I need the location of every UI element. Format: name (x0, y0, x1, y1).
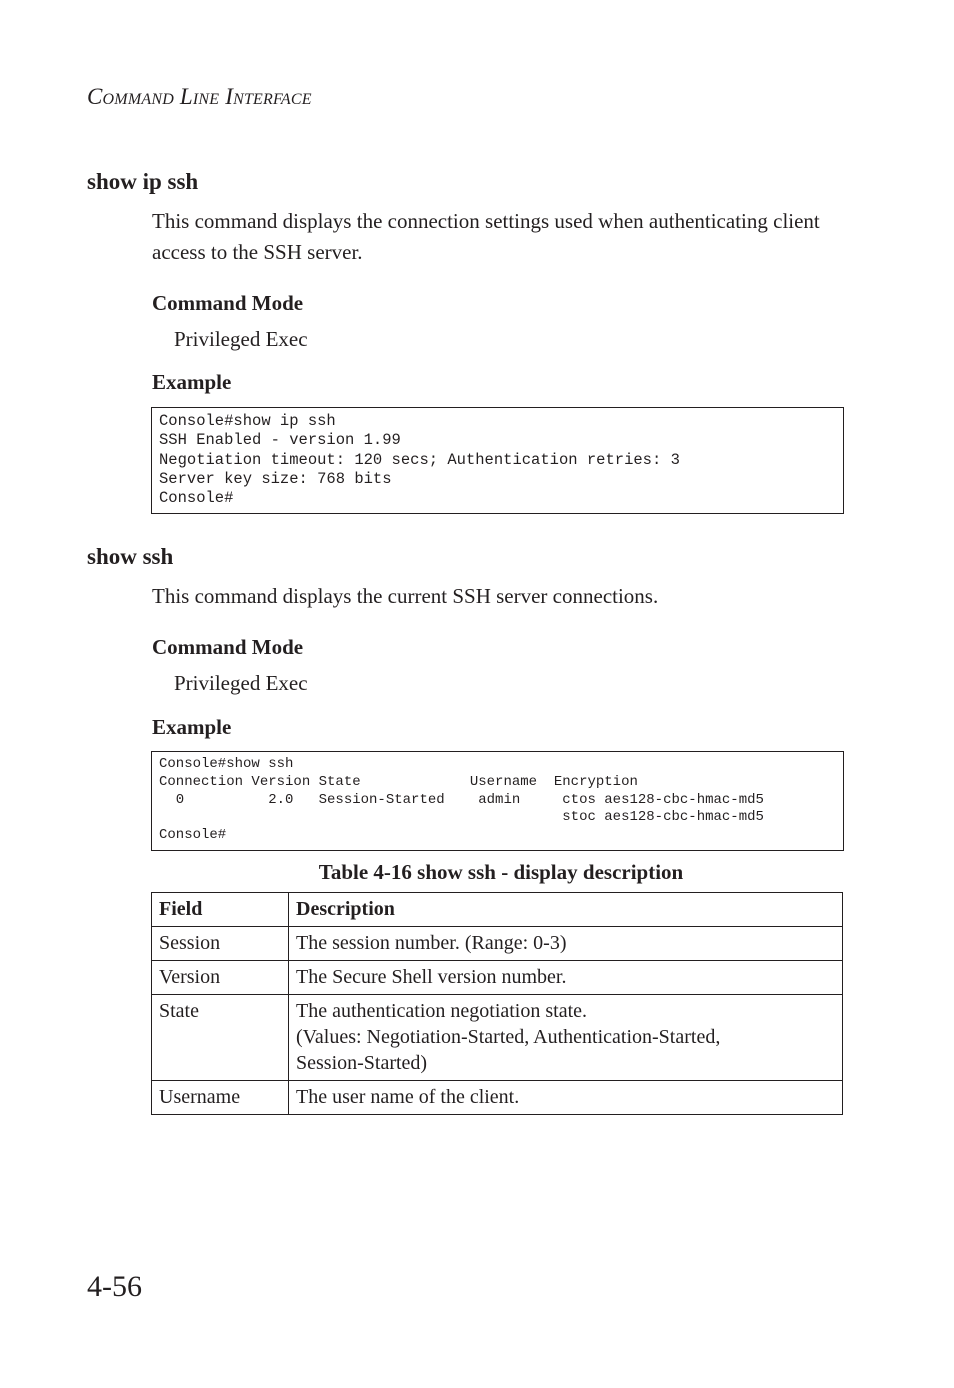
command-mode-heading: Command Mode (152, 635, 304, 659)
description-cell: The session number. (Range: 0-3) (289, 927, 843, 961)
code-example-box (151, 751, 844, 851)
code-example: Console#show ip ssh SSH Enabled - version 1.99 Negotiation timeout: 120 secs; Authentication retries: 3 Server key size: 768 bits Console# (159, 412, 680, 508)
section-description: This command displays the connection settings used when authenticating client access to the SSH server. (152, 209, 820, 264)
command-mode-value: Privileged Exec (174, 671, 308, 695)
column-header-description: Description (289, 893, 843, 927)
section-title-show-ssh: show ssh (87, 544, 174, 569)
description-line: Session-Started) (296, 1052, 428, 1074)
example-heading: Example (152, 715, 232, 739)
example-heading: Example (152, 370, 232, 394)
command-mode-heading: Command Mode (152, 291, 304, 315)
section-title-show-ip-ssh: show ip ssh (87, 169, 199, 194)
description-line: The authentication negotiation state. (296, 1000, 588, 1022)
description-cell (289, 995, 843, 1081)
description-line: (Values: Negotiation-Started, Authentication-Started, (296, 1026, 721, 1048)
code-example-box (151, 407, 844, 514)
field-cell: Version (152, 961, 289, 995)
table-header-row (152, 893, 843, 927)
column-header-field: Field (152, 893, 289, 927)
running-header: Command Line Interface (87, 84, 312, 109)
table-row (152, 995, 843, 1081)
page-number: 4-56 (87, 1270, 142, 1303)
field-cell: State (152, 995, 289, 1081)
section-description: This command displays the current SSH server connections. (152, 584, 659, 608)
table-caption: Table 4-16 show ssh - display description (318, 860, 684, 884)
table-row (152, 1081, 843, 1115)
code-example: Console#show ssh Connection Version State Username Encryption 0 2.0 Session-Started admin ctos aes128-cbc-hmac-md5 stoc aes128-cbc-hmac-md5 Console# (159, 756, 764, 844)
description-table (151, 892, 843, 1115)
description-cell: The user name of the client. (289, 1081, 843, 1115)
command-mode-value: Privileged Exec (174, 327, 308, 351)
description-cell: The Secure Shell version number. (289, 961, 843, 995)
table-row (152, 961, 843, 995)
field-cell: Username (152, 1081, 289, 1115)
table-row (152, 927, 843, 961)
field-cell: Session (152, 927, 289, 961)
